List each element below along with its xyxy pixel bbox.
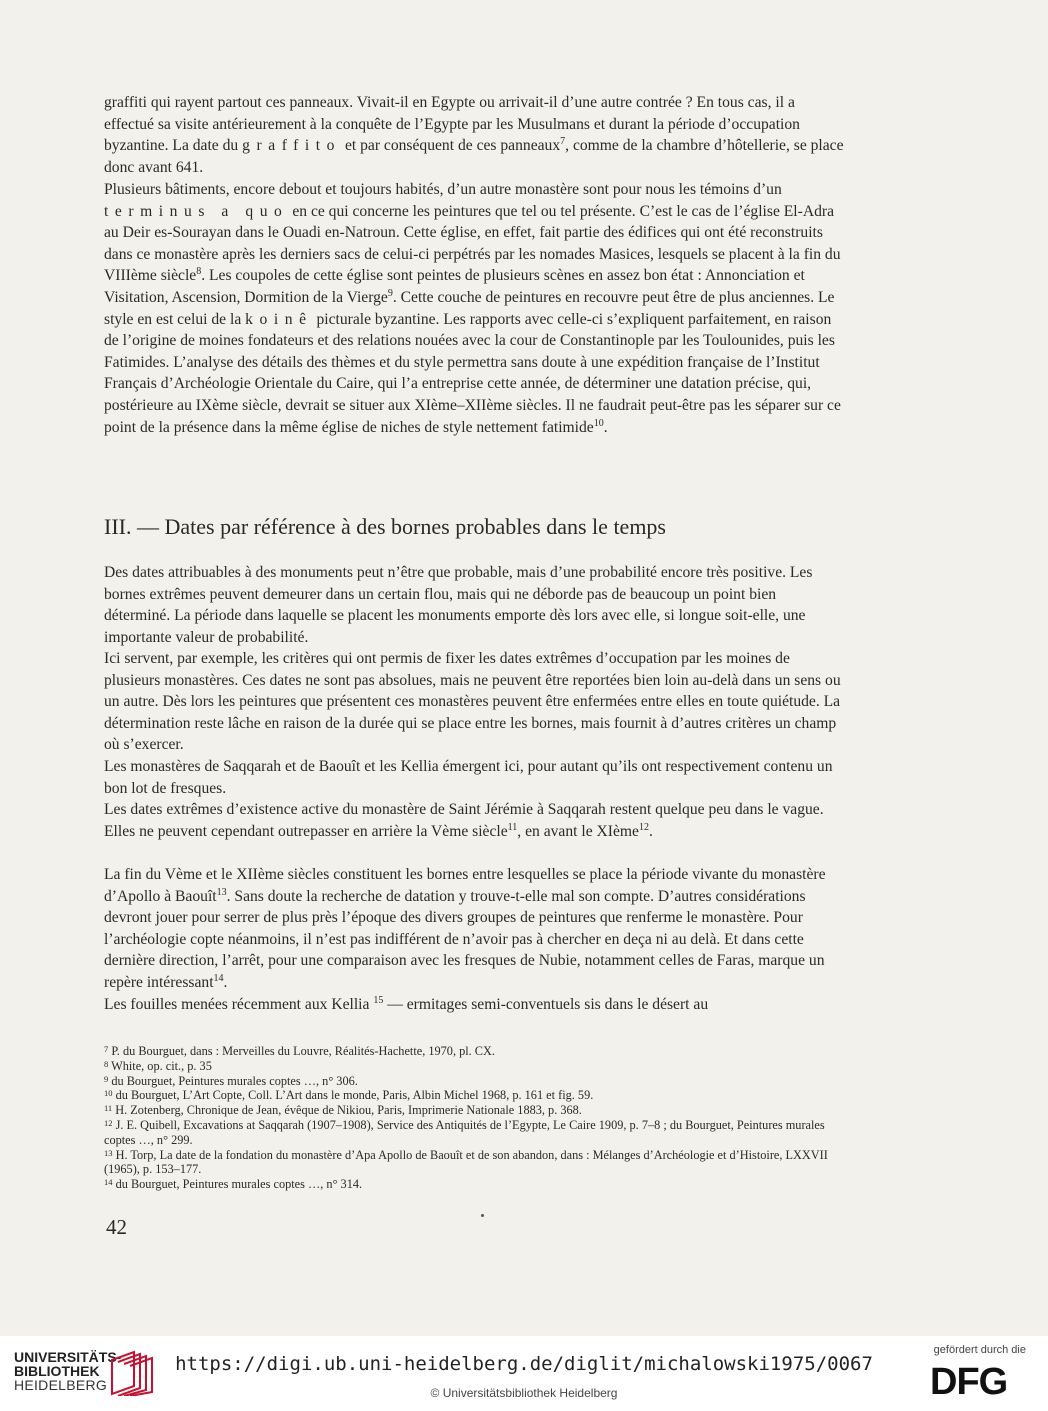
footnote-number: 9 xyxy=(104,1073,109,1084)
footnote xyxy=(104,1074,834,1089)
dfg-caption: gefördert durch die xyxy=(933,1344,1026,1356)
paragraph-4: Ici servent, par exemple, les critères qui ont permis de fixer les dates extrêmes d’occupation par les moines de plusieurs monastères. Ces dates ne sont pas absolues, mais ne peuvent être reportées bien loin au-delà dans un sens ou un autre. Dès lors les peintures que présentent ces monastères peuvent être enfermées entre elles en toute quiétude. La détermination reste lâche en raison de la durée qui se place entre les bornes, mais fournit à d’autres critères un champ où s’exercer. xyxy=(104,650,841,754)
footnote-number: 8 xyxy=(104,1058,109,1069)
footnote-text: J. E. Quibell, Excavations at Saqqarah (1907–1908), Service des Antiquités de l’Egypte, Le Caire 1909, p. 7–8 ; du Bourguet, Peintures murales coptes …, n° 299. xyxy=(104,1117,825,1147)
text: et par conséquent de ces panneaux xyxy=(344,137,561,155)
logo-line: HEIDELBERG xyxy=(14,1377,108,1393)
text: . Sans doute la recherche de datation y trouve-t-elle mal son compte. D’autres considérations devront jouer pour serrer de plus près l’époque des divers groupes de peintures que renferme le monastère. Pour l’archéologie copte néanmoins, il n’est pas indifférent de n’avoir pas à chercher en deça ni au delà. Et dans cette dernière direction, l’arrêt, pour une comparaison avec les fresques de Nubie, notamment celles de Faras, marque un repère intéressant xyxy=(104,887,825,991)
permalink-url[interactable]: https://digi.ub.uni-heidelberg.de/diglit/michalowski1975/0067 xyxy=(175,1353,873,1375)
text: , comme de la chambre d’hôtellerie, se place donc avant 641. xyxy=(104,137,844,176)
footnote xyxy=(104,1088,834,1103)
footnote-ref[interactable]: 11 xyxy=(507,821,518,833)
footnote-text: P. du Bourguet, dans : Merveilles du Louvre, Réalités-Hachette, 1970, pl. CX. xyxy=(111,1044,495,1058)
text: Plusieurs bâtiments, encore debout et toujours habités, d’un autre monastère sont pour nous les témoins d’un xyxy=(104,181,782,198)
paragraph-2 xyxy=(104,179,844,438)
footnote-text: du Bourguet, Peintures murales coptes …, n° 314. xyxy=(115,1177,363,1192)
text: — ermitages semi-conventuels sis dans le désert au xyxy=(387,996,709,1013)
footnote-ref[interactable]: 9 xyxy=(387,287,393,299)
footnote xyxy=(104,1103,834,1118)
footnotes xyxy=(104,1044,834,1192)
page-number: 42 xyxy=(106,1215,127,1239)
paragraph-8 xyxy=(104,994,844,1016)
footnote-ref[interactable]: 14 xyxy=(213,972,224,984)
footnote-ref[interactable]: 12 xyxy=(638,821,649,833)
text: en ce qui concerne les peintures que tel ou tel présente. C’est le cas de l’église El-Adra au Deir es-Sourayan dans le Ouadi en-Natroun. Cette église, en effet, fait partie des édifices qui ont été reconstruits dans ce monastère après les derniers sacs de celui-ci perpétrés par les nomades Masices, lesquels se placent à la fin du VIIIème siècle xyxy=(104,202,841,285)
paragraph-3: Des dates attribuables à des monuments peut n’être que probable, mais d’une probabilité encore très positive. Les bornes extrêmes peuvent demeurer dans un certain flou, mais qui ne déborde pas de beaucoup un point bien déterminé. La période dans laquelle se placent les monuments emporte dès lors avec elle, si longue soit-elle, une importante valeur de probabilité. xyxy=(104,564,813,646)
text: . xyxy=(603,418,608,436)
text: Les fouilles menées récemment aux Kellia xyxy=(104,996,370,1013)
text: graffiti qui rayent partout ces panneaux. Vivait-il en Egypte ou arrivait-il d’une autre contrée ? En tous cas, il a effectué sa visite antérieurement à la conquête de l’Egypte par les Musulmans et durant la période d’occupation byzantine. La date du xyxy=(104,94,800,155)
copyright: © Universitätsbibliothek Heidelberg xyxy=(430,1386,618,1400)
dfg-logo[interactable] xyxy=(930,1344,1040,1406)
footnote-number: 12 xyxy=(104,1117,113,1128)
footnote-text: White, op. cit., p. 35 xyxy=(111,1058,212,1073)
dfg-wordmark: DFG xyxy=(930,1361,1008,1403)
footnote-number: 13 xyxy=(104,1147,113,1158)
footnote-text: du Bourguet, Peintures murales coptes …, n° 306. xyxy=(111,1073,358,1088)
footnote-ref[interactable]: 8 xyxy=(196,266,202,278)
footnote-ref[interactable]: 10 xyxy=(593,417,604,429)
text: . xyxy=(223,973,228,991)
text: La fin du Vème et le XIIème siècles constituent les bornes entre lesquelles se place la période vivante du monastère d’Apollo à Baouît xyxy=(104,866,826,905)
text: . Les coupoles de cette église sont peintes de plusieurs scènes en assez bon état : Annonciation et Visitation, Ascension, Dormition de la Vierge xyxy=(104,267,805,306)
footnote xyxy=(104,1059,834,1074)
footnote xyxy=(104,1118,834,1148)
footnote-ref[interactable]: 7 xyxy=(560,136,566,148)
viewer-footer xyxy=(0,1336,1048,1411)
spaced-term: koinê xyxy=(245,310,313,328)
footnote-number: 11 xyxy=(104,1103,113,1114)
footnote-number: 10 xyxy=(104,1088,113,1099)
footnote-number: 14 xyxy=(104,1177,113,1188)
section-heading: III. — Dates par référence à des bornes probables dans le temps xyxy=(104,514,666,539)
text: picturale byzantine. Les rapports avec celle-ci s’expliquent parfaitement, en raison de l’origine de moines fondateurs et des relations nouées avec la cour de Constantinople par les Toulounides, puis les Fatimides. L’analyse des détails des thèmes et du style permettra sans doute à une expédition française de l’Institut Français d’Archéologie Orientale du Caire, qui l’a entreprise cette année, de déterminer une datation précise, qui, postérieure au IXème siècle, devrait se situer aux XIème–XIIème siècles. Il ne faudrait peut-être pas les séparer sur ce point de la présence dans la même église de niches de style nettement fatimide xyxy=(104,310,841,436)
footnote xyxy=(104,1044,834,1059)
footnote-text: H. Torp, La date de la fondation du monastère d’Apa Apollo de Baouît et de son abandon, dans : Mélanges d’Archéologie et d’Histoire, LXXVII (1965), p. 153–177. xyxy=(104,1147,828,1177)
logo-line: UNIVERSITÄTS- xyxy=(14,1349,122,1365)
text: , en avant le XIème xyxy=(517,822,639,840)
text: . Cette couche de peintures en recouvre peut être de plus anciennes. Le style en est celui de la xyxy=(104,288,835,328)
footnote-ref[interactable]: 13 xyxy=(216,886,227,898)
footnote xyxy=(104,1148,834,1178)
footnote-text: H. Zotenberg, Chronique de Jean, évêque de Nikiou, Paris, Imprimerie Nationale 1883, p. 368. xyxy=(115,1103,582,1118)
footnote-ref[interactable]: 15 xyxy=(373,995,384,1006)
spaced-term: graffito xyxy=(242,137,342,155)
footnote xyxy=(104,1177,834,1192)
paragraph-1 xyxy=(104,92,844,178)
text: Les dates extrêmes d’existence active du monastère de Saint Jérémie à Saqqarah restent quelque peu dans le vague. Elles ne peuvent cependant outrepasser en arrière la Vème siècle xyxy=(104,801,824,840)
text: . xyxy=(648,822,653,840)
logo-line: BIBLIOTHEK xyxy=(14,1363,100,1379)
spaced-term: terminus a quo xyxy=(104,202,289,220)
paragraph-7 xyxy=(104,864,844,994)
footnote-number: 7 xyxy=(104,1044,109,1054)
paragraph-5: Les monastères de Saqqarah et de Baouît et les Kellia émergent ici, pour autant qu’ils ont respectivement contenu un bon lot de fresques. xyxy=(104,758,833,797)
footnote-text: du Bourguet, L’Art Copte, Coll. L’Art dans le monde, Paris, Albin Michel 1968, p. 161 et fig. 59. xyxy=(115,1088,594,1103)
paragraph-6 xyxy=(104,799,844,842)
speck xyxy=(481,1214,484,1217)
